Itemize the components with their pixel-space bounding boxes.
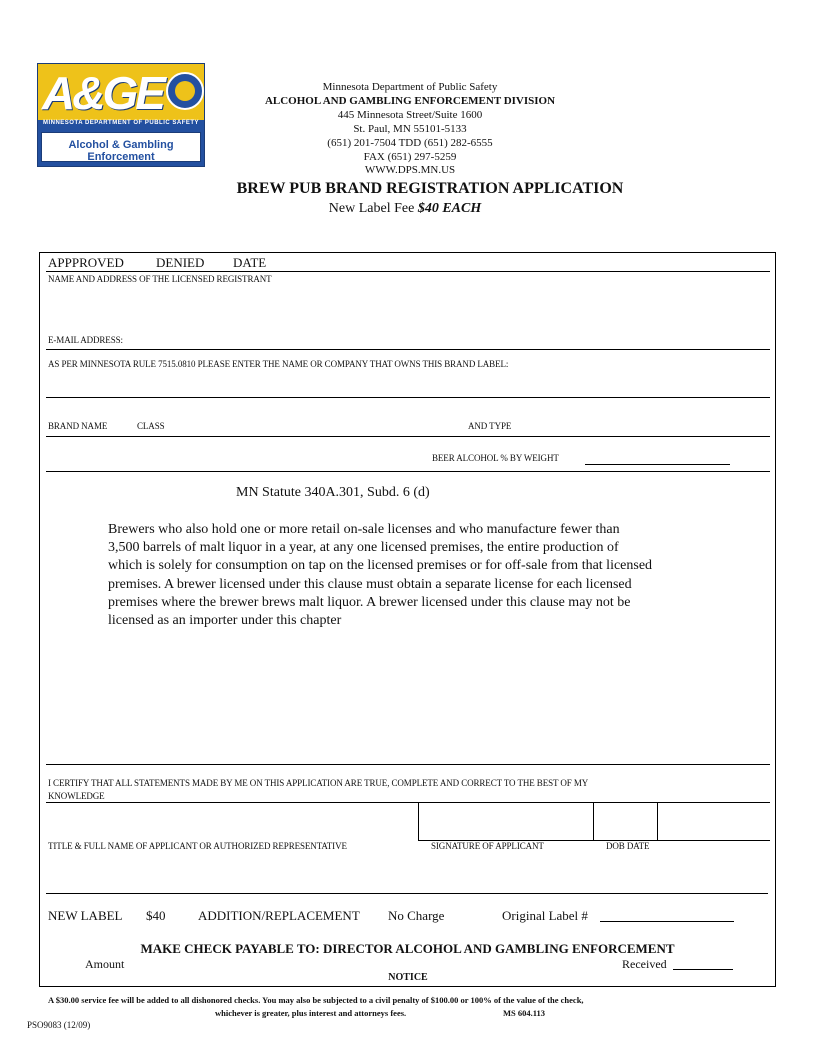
divider-sig-3 xyxy=(657,802,658,840)
alcohol-field[interactable] xyxy=(585,464,730,465)
divider-alcohol xyxy=(46,471,770,472)
statute-line: Brewers who also hold one or more retail on-sale licenses and who manufacture fewer than xyxy=(108,522,620,537)
footer-notice-line2: whichever is greater, plus interest and attorneys fees. xyxy=(215,1008,407,1018)
divider-status xyxy=(46,271,770,272)
footer-notice-line1: A $30.00 service fee will be added to all dishonored checks. You may also be subjected to a civil penalty of $100.00 or 100% of the value of the check, xyxy=(48,995,584,1005)
notice-heading: NOTICE xyxy=(388,972,428,983)
statute-title: MN Statute 340A.301, Subd. 6 (d) xyxy=(236,485,430,500)
logo-name: Alcohol & Gambling Enforcement xyxy=(68,139,174,163)
amount-label: Amount xyxy=(85,957,125,971)
title-name-label: TITLE & FULL NAME OF APPLICANT OR AUTHORIZED REPRESENTATIVE xyxy=(48,841,347,851)
dob-field[interactable] xyxy=(595,804,655,838)
divider-label-type xyxy=(46,893,768,894)
dob-label: DOB DATE xyxy=(606,841,650,851)
statute-line: licensed as an importer under this chapter xyxy=(108,613,342,629)
divider-signature-top xyxy=(46,802,770,803)
agency-logo xyxy=(37,63,205,167)
page-title: BREW PUB BRAND REGISTRATION APPLICATION xyxy=(236,180,624,197)
title-name-field[interactable] xyxy=(48,804,416,838)
owner-field[interactable] xyxy=(48,372,768,396)
header-phone: (651) 201-7504 TDD (651) 282-6555 xyxy=(327,137,493,149)
divider-sig-2 xyxy=(593,802,594,840)
header-address2: St. Paul, MN 55101-5133 xyxy=(353,123,467,135)
divider-sig-1 xyxy=(418,802,419,840)
email-label: E-MAIL ADDRESS: xyxy=(48,335,123,345)
signature-label: SIGNATURE OF APPLICANT xyxy=(431,841,544,851)
email-field[interactable] xyxy=(140,333,768,349)
new-label-fee: $40 xyxy=(146,908,166,923)
date-field[interactable] xyxy=(659,804,769,838)
original-label-label: Original Label # xyxy=(502,908,588,923)
received-label: Received xyxy=(622,957,667,971)
header-division: ALCOHOL AND GAMBLING ENFORCEMENT DIVISION xyxy=(264,95,556,107)
new-label-label: NEW LABEL xyxy=(48,908,123,923)
registrant-label: NAME AND ADDRESS OF THE LICENSED REGISTRANT xyxy=(48,274,272,284)
addition-label: ADDITION/REPLACEMENT xyxy=(198,908,360,923)
logo-letters: A&GE xyxy=(42,67,163,119)
header-dept: Minnesota Department of Public Safety xyxy=(322,81,498,93)
logo-agency: MINNESOTA DEPARTMENT OF PUBLIC SAFETY xyxy=(42,120,200,126)
class-label: CLASS xyxy=(137,421,165,431)
header-fax: FAX (651) 297-5259 xyxy=(363,151,457,163)
approved-label: APPPROVED xyxy=(48,255,124,270)
header-address1: 445 Minnesota Street/Suite 1600 xyxy=(337,109,483,121)
brand-name-label: BRAND NAME xyxy=(48,421,108,431)
statute-line: premises where the brewer brews malt liquor. A brewer licensed under this clause may not be xyxy=(108,594,631,610)
signature-field[interactable] xyxy=(420,804,591,838)
form-number: PSO9083 (12/09) xyxy=(27,1020,91,1030)
denied-label: DENIED xyxy=(156,255,205,270)
fee-label: New Label Fee xyxy=(328,201,418,216)
no-charge-label: No Charge xyxy=(388,908,445,923)
alcohol-label: BEER ALCOHOL % BY WEIGHT xyxy=(432,453,559,463)
logo-name-bar xyxy=(41,132,201,162)
fee-line xyxy=(255,201,555,217)
statute-line: 3,500 barrels of malt liquor in a year, at any one licensed premises, the entire production of xyxy=(108,540,619,556)
state-seal-icon xyxy=(166,72,204,110)
statute-line: which is solely for consumption on tap on the licensed premises or for off-sale from that licensed xyxy=(108,558,653,574)
original-label-field[interactable] xyxy=(600,921,734,922)
divider-brand xyxy=(46,436,770,437)
owner-label: AS PER MINNESOTA RULE 7515.0810 PLEASE ENTER THE NAME OR COMPANY THAT OWNS THIS BRAND LABEL: xyxy=(48,359,509,369)
footer-statute: MS 604.113 xyxy=(503,1008,546,1018)
certify-line1: I CERTIFY THAT ALL STATEMENTS MADE BY ME ON THIS APPLICATION ARE TRUE, COMPLETE AND CORRECT TO THE BEST OF MY xyxy=(48,778,589,788)
statute-line: premises. A brewer licensed under this clause must obtain a separate license for each licensed xyxy=(108,576,632,592)
divider-owner xyxy=(46,397,770,398)
header-web[interactable]: WWW.DPS.MN.US xyxy=(364,164,456,176)
date-label: DATE xyxy=(233,255,267,270)
divider-email xyxy=(46,349,770,350)
divider-certify xyxy=(46,764,770,765)
fee-value: $40 EACH xyxy=(417,201,482,216)
registrant-field[interactable] xyxy=(48,288,768,332)
certify-line2: KNOWLEDGE xyxy=(48,791,105,801)
seal-center xyxy=(175,81,195,101)
type-label: AND TYPE xyxy=(468,421,512,431)
check-payable: MAKE CHECK PAYABLE TO: DIRECTOR ALCOHOL AND GAMBLING ENFORCEMENT xyxy=(140,941,675,956)
statute-text xyxy=(108,521,768,630)
received-field[interactable] xyxy=(673,969,733,970)
